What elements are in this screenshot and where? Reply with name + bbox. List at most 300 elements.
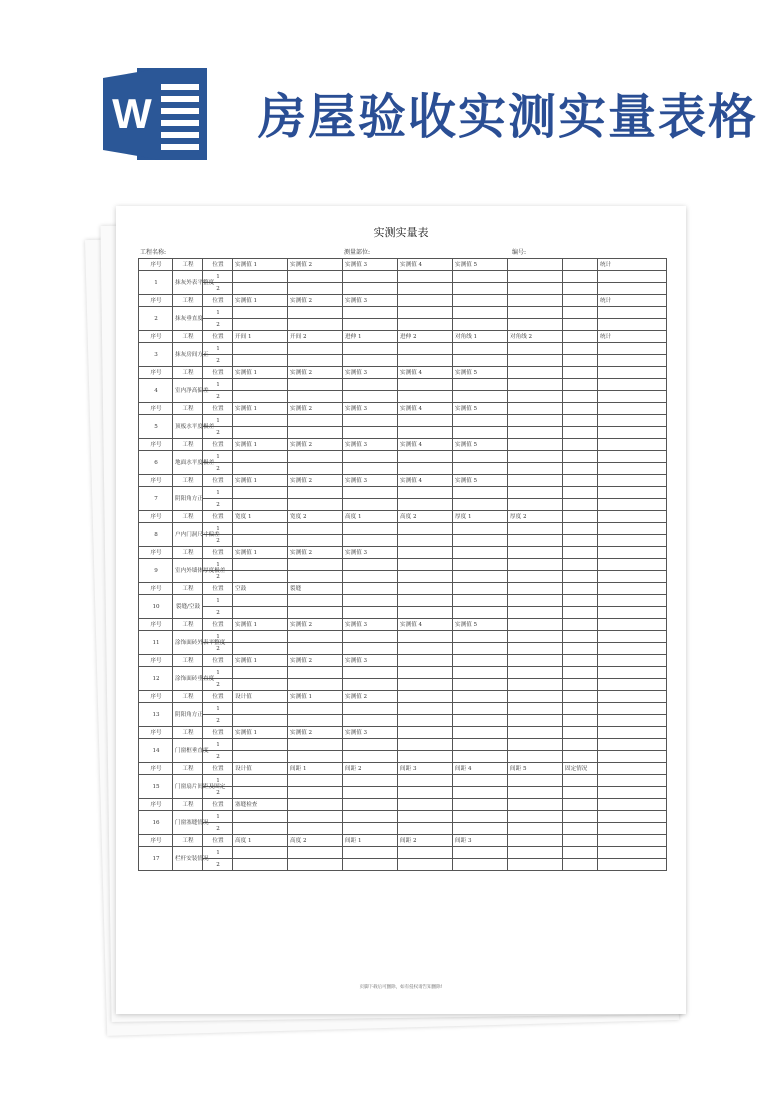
measure-value-cell[interactable] [233,571,288,583]
measure-value-cell[interactable] [343,751,398,763]
measure-value-cell[interactable] [563,283,598,295]
measure-value-cell[interactable] [288,391,343,403]
measure-value-cell[interactable] [563,451,598,463]
measure-value-cell[interactable] [508,775,563,787]
measure-value-cell[interactable] [288,451,343,463]
measure-value-cell[interactable] [508,523,563,535]
measure-value-cell[interactable] [288,607,343,619]
measure-value-cell[interactable] [288,823,343,835]
measure-value-cell[interactable] [233,487,288,499]
measure-value-cell[interactable] [598,775,667,787]
measure-value-cell[interactable] [563,463,598,475]
measure-value-cell[interactable] [398,667,453,679]
measure-value-cell[interactable] [453,811,508,823]
measure-value-cell[interactable] [563,535,598,547]
measure-value-cell[interactable] [343,499,398,511]
measure-value-cell[interactable] [598,379,667,391]
measure-value-cell[interactable] [398,703,453,715]
measure-value-cell[interactable] [343,679,398,691]
measure-value-cell[interactable] [563,319,598,331]
measure-value-cell[interactable] [343,571,398,583]
measure-value-cell[interactable] [508,667,563,679]
measure-value-cell[interactable] [563,667,598,679]
measure-value-cell[interactable] [598,703,667,715]
measure-value-cell[interactable] [288,631,343,643]
measure-value-cell[interactable] [508,631,563,643]
measure-value-cell[interactable] [288,679,343,691]
measure-value-cell[interactable] [508,307,563,319]
measure-value-cell[interactable] [453,307,508,319]
measure-value-cell[interactable] [563,703,598,715]
measure-value-cell[interactable] [398,391,453,403]
measure-value-cell[interactable] [598,643,667,655]
measure-value-cell[interactable] [343,667,398,679]
measure-value-cell[interactable] [233,679,288,691]
measure-value-cell[interactable] [563,355,598,367]
measure-value-cell[interactable] [343,715,398,727]
measure-value-cell[interactable] [398,607,453,619]
item-name-cell: 门窗框垂直度 [173,739,203,763]
measure-value-cell[interactable] [453,823,508,835]
measure-value-cell[interactable] [563,751,598,763]
measure-value-cell[interactable] [598,499,667,511]
measure-value-cell[interactable] [508,823,563,835]
measure-value-cell[interactable] [563,607,598,619]
measure-value-cell[interactable] [233,847,288,859]
measure-value-cell[interactable] [598,451,667,463]
measure-value-cell[interactable] [343,379,398,391]
measure-value-cell[interactable] [398,499,453,511]
measure-value-cell[interactable] [598,571,667,583]
measure-value-cell[interactable] [288,499,343,511]
measure-value-cell[interactable] [288,715,343,727]
measure-value-cell[interactable] [288,379,343,391]
measure-value-cell[interactable] [343,811,398,823]
measure-value-cell[interactable] [598,463,667,475]
measure-value-cell[interactable] [398,343,453,355]
measure-value-cell[interactable] [343,427,398,439]
measure-value-cell[interactable] [508,739,563,751]
measure-value-cell[interactable] [453,739,508,751]
measure-value-cell[interactable] [233,355,288,367]
measure-value-cell[interactable] [508,703,563,715]
measure-value-cell[interactable] [598,427,667,439]
measure-value-cell[interactable] [288,463,343,475]
measure-value-cell[interactable] [343,607,398,619]
measure-value-cell[interactable] [453,355,508,367]
measure-value-cell[interactable] [598,487,667,499]
header-measure-cell [563,547,598,559]
measure-value-cell[interactable] [453,499,508,511]
measure-value-cell[interactable] [343,859,398,871]
measure-value-cell[interactable] [453,703,508,715]
measure-value-cell[interactable] [288,751,343,763]
measure-value-cell[interactable] [288,595,343,607]
measure-value-cell[interactable] [398,571,453,583]
measure-value-cell[interactable] [398,355,453,367]
header-position-cell: 位置 [203,403,233,415]
measure-value-cell[interactable] [398,811,453,823]
measure-value-cell[interactable] [233,499,288,511]
measure-value-cell[interactable] [233,667,288,679]
measure-value-cell[interactable] [563,379,598,391]
measure-value-cell[interactable] [288,523,343,535]
measure-value-cell[interactable] [343,319,398,331]
block-data-row [139,523,667,535]
measure-value-cell[interactable] [563,559,598,571]
measure-value-cell[interactable] [343,823,398,835]
measure-value-cell[interactable] [563,775,598,787]
block-data-row [139,859,667,871]
measure-value-cell[interactable] [453,391,508,403]
measure-value-cell[interactable] [563,847,598,859]
measure-value-cell[interactable] [508,451,563,463]
measure-value-cell[interactable] [453,343,508,355]
measure-value-cell[interactable] [398,787,453,799]
measure-value-cell[interactable] [453,775,508,787]
measure-value-cell[interactable] [343,847,398,859]
measure-value-cell[interactable] [398,523,453,535]
measure-value-cell[interactable] [398,415,453,427]
measure-value-cell[interactable] [343,523,398,535]
measure-value-cell[interactable] [563,487,598,499]
measure-value-cell[interactable] [343,355,398,367]
measure-value-cell[interactable] [453,283,508,295]
measure-value-cell[interactable] [598,715,667,727]
measure-value-cell[interactable] [398,319,453,331]
measure-value-cell[interactable] [453,535,508,547]
header-measure-cell: 实测值 4 [398,367,453,379]
measure-value-cell[interactable] [343,307,398,319]
measure-value-cell[interactable] [598,739,667,751]
block-data-row [139,607,667,619]
measure-value-cell[interactable] [288,667,343,679]
measure-value-cell[interactable] [453,631,508,643]
measure-value-cell[interactable] [343,631,398,643]
measure-value-cell[interactable] [598,631,667,643]
measure-value-cell[interactable] [598,859,667,871]
measure-value-cell[interactable] [598,343,667,355]
measure-value-cell[interactable] [343,271,398,283]
block-header-row [139,799,667,811]
header-measure-cell [563,691,598,703]
measure-value-cell[interactable] [563,787,598,799]
measure-value-cell[interactable] [233,283,288,295]
measure-value-cell[interactable] [343,643,398,655]
measure-value-cell[interactable] [233,379,288,391]
measure-value-cell[interactable] [398,631,453,643]
measure-value-cell[interactable] [598,787,667,799]
measure-value-cell[interactable] [398,307,453,319]
measure-value-cell[interactable] [288,811,343,823]
measure-value-cell[interactable] [233,739,288,751]
measure-value-cell[interactable] [598,847,667,859]
measure-value-cell[interactable] [233,463,288,475]
measure-value-cell[interactable] [598,811,667,823]
measure-value-cell[interactable] [563,679,598,691]
measure-value-cell[interactable] [288,427,343,439]
measure-value-cell[interactable] [598,355,667,367]
measure-value-cell[interactable] [233,775,288,787]
measure-value-cell[interactable] [563,415,598,427]
measure-value-cell[interactable] [398,595,453,607]
measure-value-cell[interactable] [453,487,508,499]
measure-value-cell[interactable] [508,859,563,871]
position-cell: 2 [203,679,233,691]
measure-value-cell[interactable] [233,595,288,607]
measure-value-cell[interactable] [508,487,563,499]
item-number-cell: 16 [139,811,173,835]
measure-value-cell[interactable] [398,847,453,859]
measure-value-cell[interactable] [398,427,453,439]
measure-value-cell[interactable] [563,739,598,751]
measure-value-cell[interactable] [453,679,508,691]
measure-value-cell[interactable] [288,319,343,331]
measure-value-cell[interactable] [233,787,288,799]
measure-value-cell[interactable] [398,775,453,787]
measure-value-cell[interactable] [563,811,598,823]
measure-value-cell[interactable] [508,319,563,331]
measure-value-cell[interactable] [343,343,398,355]
measure-value-cell[interactable] [398,739,453,751]
measure-value-cell[interactable] [288,787,343,799]
measure-value-cell[interactable] [453,379,508,391]
measure-value-cell[interactable] [598,535,667,547]
measure-value-cell[interactable] [288,307,343,319]
measure-value-cell[interactable] [563,571,598,583]
measure-value-cell[interactable] [508,847,563,859]
measure-value-cell[interactable] [508,811,563,823]
measure-value-cell[interactable] [598,559,667,571]
measure-value-cell[interactable] [343,535,398,547]
measure-value-cell[interactable] [288,271,343,283]
measure-value-cell[interactable] [453,319,508,331]
measure-value-cell[interactable] [563,595,598,607]
measure-value-cell[interactable] [343,487,398,499]
measure-value-cell[interactable] [288,703,343,715]
measure-value-cell[interactable] [563,343,598,355]
header-measure-cell: 进伸 1 [343,331,398,343]
block-header-row [139,475,667,487]
measure-value-cell[interactable] [288,535,343,547]
measure-value-cell[interactable] [508,787,563,799]
measure-value-cell[interactable] [563,499,598,511]
header-measure-cell: 统计 [598,259,667,271]
measure-value-cell[interactable] [563,271,598,283]
measure-value-cell[interactable] [288,559,343,571]
measure-value-cell[interactable] [563,859,598,871]
measure-value-cell[interactable] [453,523,508,535]
measure-value-cell[interactable] [453,751,508,763]
header-measure-cell: 实测值 5 [453,619,508,631]
measure-value-cell[interactable] [453,607,508,619]
measure-value-cell[interactable] [563,631,598,643]
measure-value-cell[interactable] [343,283,398,295]
measure-value-cell[interactable] [508,355,563,367]
measure-value-cell[interactable] [233,271,288,283]
measure-value-cell[interactable] [233,607,288,619]
measure-value-cell[interactable] [398,715,453,727]
measure-value-cell[interactable] [453,859,508,871]
measure-value-cell[interactable] [563,307,598,319]
measure-value-cell[interactable] [288,847,343,859]
measure-value-cell[interactable] [233,715,288,727]
measure-value-cell[interactable] [453,559,508,571]
item-number-cell: 17 [139,847,173,871]
measure-value-cell[interactable] [343,703,398,715]
measure-value-cell[interactable] [598,751,667,763]
measure-value-cell[interactable] [508,271,563,283]
measure-value-cell[interactable] [343,559,398,571]
measure-value-cell[interactable] [398,283,453,295]
measure-value-cell[interactable] [598,679,667,691]
measure-value-cell[interactable] [598,307,667,319]
measure-value-cell[interactable] [233,703,288,715]
measure-value-cell[interactable] [508,715,563,727]
measure-value-cell[interactable] [508,343,563,355]
measure-value-cell[interactable] [343,463,398,475]
measure-value-cell[interactable] [598,415,667,427]
measure-value-cell[interactable] [233,751,288,763]
measure-value-cell[interactable] [453,427,508,439]
measure-value-cell[interactable] [398,451,453,463]
measure-value-cell[interactable] [453,571,508,583]
measure-value-cell[interactable] [398,679,453,691]
measure-value-cell[interactable] [288,859,343,871]
measure-value-cell[interactable] [508,571,563,583]
measure-value-cell[interactable] [233,559,288,571]
measure-value-cell[interactable] [598,595,667,607]
measure-value-cell[interactable] [398,643,453,655]
measure-value-cell[interactable] [288,739,343,751]
measure-value-cell[interactable] [563,715,598,727]
measure-value-cell[interactable] [288,571,343,583]
measure-value-cell[interactable] [563,523,598,535]
block-data-row [139,427,667,439]
measure-value-cell[interactable] [233,631,288,643]
position-cell: 2 [203,283,233,295]
position-cell: 2 [203,571,233,583]
measure-value-cell[interactable] [288,415,343,427]
measure-value-cell[interactable] [508,535,563,547]
measure-value-cell[interactable] [233,451,288,463]
measure-value-cell[interactable] [233,391,288,403]
measure-value-cell[interactable] [508,391,563,403]
measure-value-cell[interactable] [288,343,343,355]
measure-value-cell[interactable] [343,391,398,403]
measure-value-cell[interactable] [598,319,667,331]
measure-value-cell[interactable] [453,463,508,475]
measure-value-cell[interactable] [233,643,288,655]
header-measure-cell [508,547,563,559]
measure-value-cell[interactable] [288,283,343,295]
measure-value-cell[interactable] [453,715,508,727]
measure-value-cell[interactable] [398,379,453,391]
measure-value-cell[interactable] [233,535,288,547]
measure-value-cell[interactable] [508,427,563,439]
header-seq-cell: 序号 [139,403,173,415]
measure-value-cell[interactable] [453,415,508,427]
measure-value-cell[interactable] [508,679,563,691]
measure-value-cell[interactable] [343,775,398,787]
measure-value-cell[interactable] [398,487,453,499]
measure-value-cell[interactable] [343,787,398,799]
header-measure-cell: 实测值 3 [343,259,398,271]
measure-value-cell[interactable] [288,487,343,499]
measure-value-cell[interactable] [398,535,453,547]
item-name-cell: 门窗扇片间距及固定 [173,775,203,799]
measure-value-cell[interactable] [398,463,453,475]
measure-value-cell[interactable] [453,667,508,679]
measure-value-cell[interactable] [233,523,288,535]
measure-value-cell[interactable] [598,667,667,679]
header-measure-cell: 间距 2 [398,835,453,847]
measure-value-cell[interactable] [233,319,288,331]
measure-value-cell[interactable] [398,271,453,283]
measure-value-cell[interactable] [508,595,563,607]
measure-value-cell[interactable] [233,307,288,319]
measure-value-cell[interactable] [598,271,667,283]
measure-value-cell[interactable] [508,379,563,391]
measure-value-cell[interactable] [233,859,288,871]
measure-value-cell[interactable] [563,823,598,835]
measure-value-cell[interactable] [508,415,563,427]
measure-value-cell[interactable] [598,283,667,295]
measure-value-cell[interactable] [453,271,508,283]
measure-value-cell[interactable] [398,859,453,871]
measure-value-cell[interactable] [288,355,343,367]
measure-value-cell[interactable] [508,499,563,511]
measure-value-cell[interactable] [563,427,598,439]
measure-value-cell[interactable] [398,559,453,571]
measure-value-cell[interactable] [233,343,288,355]
measure-value-cell[interactable] [598,607,667,619]
measure-value-cell[interactable] [343,415,398,427]
measure-value-cell[interactable] [288,775,343,787]
measure-value-cell[interactable] [453,847,508,859]
header-position-cell: 位置 [203,367,233,379]
measure-value-cell[interactable] [343,451,398,463]
measure-value-cell[interactable] [508,559,563,571]
measure-value-cell[interactable] [233,811,288,823]
block-header-row [139,583,667,595]
measure-value-cell[interactable] [233,427,288,439]
measure-value-cell[interactable] [343,739,398,751]
measure-value-cell[interactable] [398,823,453,835]
measure-value-cell[interactable] [598,391,667,403]
header-measure-cell [398,655,453,667]
measure-value-cell[interactable] [453,643,508,655]
measure-value-cell[interactable] [508,751,563,763]
measure-value-cell[interactable] [343,595,398,607]
measure-value-cell[interactable] [563,643,598,655]
measure-value-cell[interactable] [508,283,563,295]
item-number-cell: 12 [139,667,173,691]
measure-value-cell[interactable] [398,751,453,763]
measure-value-cell[interactable] [453,787,508,799]
measure-value-cell[interactable] [598,523,667,535]
measure-value-cell[interactable] [598,823,667,835]
measure-value-cell[interactable] [563,391,598,403]
measure-value-cell[interactable] [288,643,343,655]
measure-value-cell[interactable] [508,607,563,619]
measure-value-cell[interactable] [453,595,508,607]
measure-value-cell[interactable] [508,463,563,475]
measure-value-cell[interactable] [233,823,288,835]
measure-value-cell[interactable] [508,643,563,655]
measure-value-cell[interactable] [453,451,508,463]
measure-value-cell[interactable] [233,415,288,427]
